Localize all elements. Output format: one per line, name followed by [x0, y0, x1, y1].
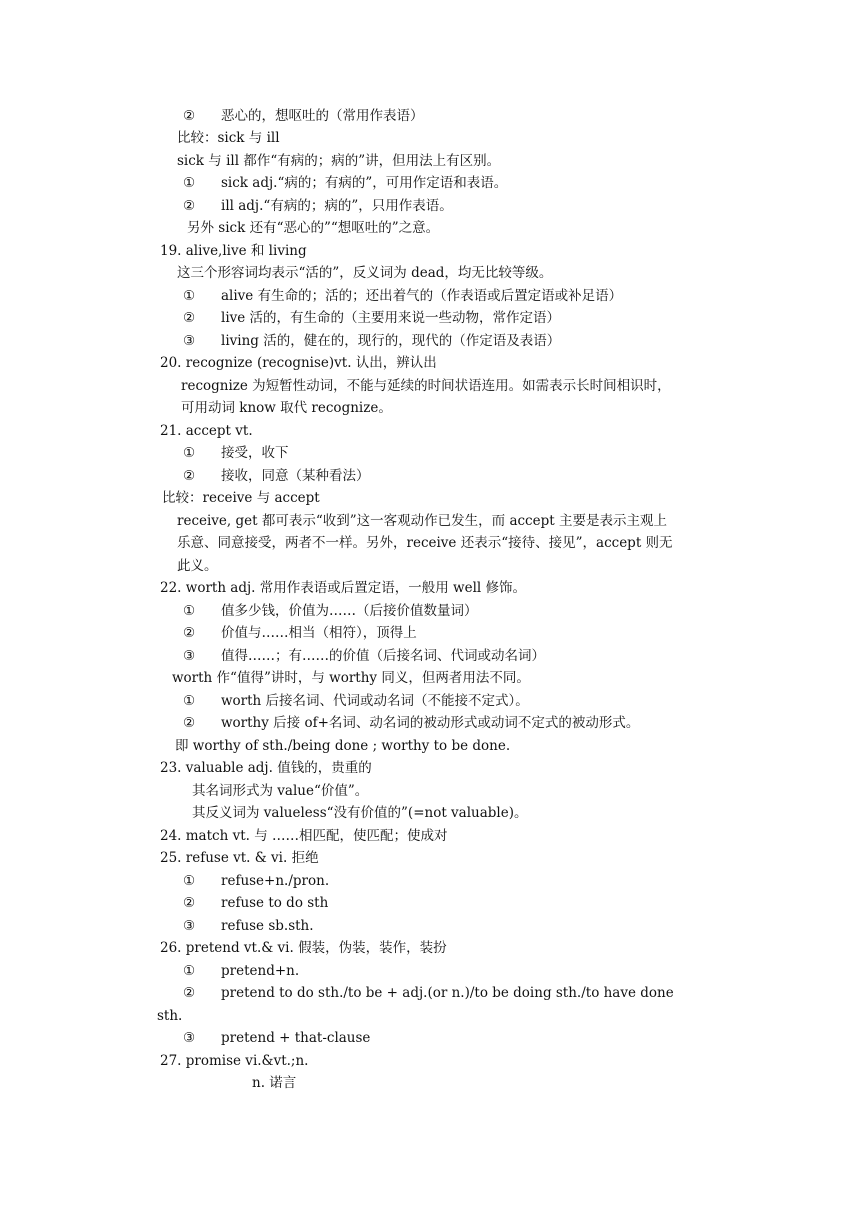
text-line: ② pretend to do sth./to be + adj.(or n.)/to be doing sth./to have done [183, 985, 674, 1001]
list-marker: ① [183, 873, 196, 889]
text-line: ③ living 活的，健在的，现行的，现代的（作定语及表语） [183, 333, 561, 349]
text-line: ③ 值得……；有……的价值（后接名词、代词或动名词） [183, 648, 545, 664]
section-heading: 19. alive,live 和 living [160, 243, 307, 259]
text-line: 另外 sick 还有“恶心的”“想呕吐的”之意。 [187, 220, 440, 236]
list-marker: ① [183, 175, 196, 191]
text-line: 这三个形容词均表示“活的”，反义词为 dead，均无比较等级。 [177, 265, 553, 281]
text-line: recognize 为短暂性动词，不能与延续的时间状语连用。如需表示长时间相识时， [181, 378, 671, 394]
text-line: ① sick adj.“病的；有病的”，可用作定语和表语。 [183, 175, 508, 191]
text-line: sick 与 ill 都作“有病的；病的”讲，但用法上有区别。 [177, 153, 501, 169]
list-marker: ② [183, 468, 196, 484]
list-marker: ③ [183, 648, 196, 664]
section-heading: 27. promise vi.&vt.;n. [160, 1053, 309, 1069]
text-line: 比较：sick 与 ill [177, 130, 280, 146]
section-heading: 20. recognize (recognise)vt. 认出，辨认出 [160, 355, 437, 371]
list-marker: ② [183, 715, 196, 731]
text-line: ② refuse to do sth [183, 895, 329, 911]
list-marker: ③ [183, 333, 196, 349]
section-heading: 25. refuse vt. & vi. 拒绝 [160, 850, 319, 866]
list-marker: ① [183, 693, 196, 709]
text-line: ② 价值与……相当（相符），顶得上 [183, 625, 417, 641]
text-line: ① worth 后接名词、代词或动名词（不能接不定式）。 [183, 693, 529, 709]
text-line: sth. [157, 1008, 183, 1024]
text-line: 即 worthy of sth./being done ; worthy to be done. [175, 738, 511, 754]
list-marker: ③ [183, 918, 196, 934]
list-marker: ② [183, 310, 196, 326]
text-line: ③ refuse sb.sth. [183, 918, 314, 934]
text-line: 其名词形式为 value“价值”。 [192, 783, 369, 799]
list-marker: ② [183, 108, 196, 124]
text-line: ② 恶心的，想呕吐的（常用作表语） [183, 108, 424, 124]
text-line: ② worthy 后接 of+名词、动名词的被动形式或动词不定式的被动形式。 [183, 715, 640, 731]
text-line: ① pretend+n. [183, 963, 300, 979]
text-line: ① refuse+n./pron. [183, 873, 330, 889]
text-line: ② live 活的，有生命的（主要用来说一些动物，常作定语） [183, 310, 561, 326]
list-marker: ② [183, 625, 196, 641]
text-line: 乐意、同意接受，两者不一样。另外，receive 还表示“接待、接见”，accept 则无 [177, 535, 673, 551]
text-line: ③ pretend + that-clause [183, 1030, 371, 1046]
section-heading: 26. pretend vt.& vi. 假装，伪装，装作，装扮 [160, 940, 447, 956]
text-line: 此义。 [177, 558, 218, 574]
text-line: ② 接收，同意（某种看法） [183, 468, 370, 484]
text-line: ② ill adj.“有病的；病的”，只用作表语。 [183, 198, 453, 214]
section-heading: 21. accept vt. [160, 423, 253, 439]
text-line: 比较：receive 与 accept [162, 490, 320, 506]
section-heading: 22. worth adj. 常用作表语或后置定语，一般用 well 修饰。 [160, 580, 527, 596]
list-marker: ① [183, 288, 196, 304]
text-line: receive, get 都可表示“收到”这一客观动作已发生，而 accept 主要是表示主观上 [177, 513, 667, 529]
text-line: 可用动词 know 取代 recognize。 [181, 400, 392, 416]
text-line: n. 诺言 [252, 1075, 297, 1091]
list-marker: ② [183, 895, 196, 911]
list-marker: ② [183, 985, 196, 1001]
section-heading: 23. valuable adj. 值钱的，贵重的 [160, 760, 372, 776]
list-marker: ① [183, 445, 196, 461]
section-heading: 24. match vt. 与 ……相匹配，使匹配；使成对 [160, 828, 448, 844]
list-marker: ① [183, 963, 196, 979]
text-line: 其反义词为 valueless“没有价值的”(=not valuable)。 [192, 805, 528, 821]
text-line: ① 接受，收下 [183, 445, 289, 461]
list-marker: ① [183, 603, 196, 619]
text-line: worth 作“值得”讲时，与 worthy 同义，但两者用法不同。 [172, 670, 530, 686]
text-line: ① alive 有生命的；活的；还出着气的（作表语或后置定语或补足语） [183, 288, 623, 304]
list-marker: ③ [183, 1030, 196, 1046]
text-line: ① 值多少钱，价值为……（后接价值数量词） [183, 603, 478, 619]
list-marker: ② [183, 198, 196, 214]
